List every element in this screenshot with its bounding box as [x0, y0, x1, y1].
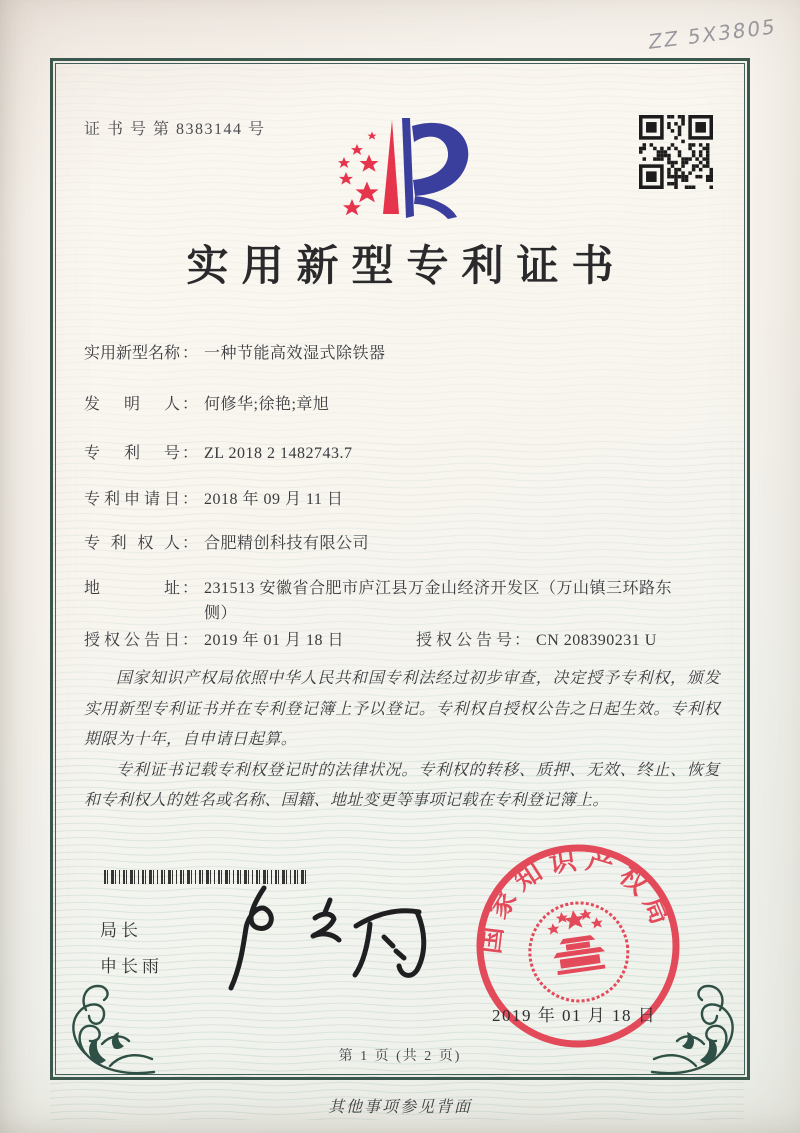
field-row-name: 实用新型名称 ： 一种节能高效湿式除铁器 [84, 341, 730, 366]
director-title: 局长 [100, 921, 142, 940]
field-value: 何修华;徐艳;章旭 [204, 396, 330, 413]
field-row-inventors: 发明人 ： 何修华;徐艳;章旭 [84, 392, 730, 417]
field-value: 2018 年 09 月 11 日 [204, 491, 344, 508]
field-row-patentee: 专利权人 ： 合肥精创科技有限公司 [84, 531, 730, 556]
certificate-number: 证 书 号 第 8383144 号 [84, 121, 266, 138]
legal-paragraph: 专利证书记载专利权登记时的法律状况。专利权的转移、质押、无效、终止、恢复和专利权人的姓名或名称、国籍、地址变更等事项记载在专利登记簿上。 [84, 761, 720, 809]
field-pair-grant-number: 授权公告号 ： CN 208390231 U [416, 628, 657, 653]
field-label: 授权公告日 [84, 632, 180, 649]
corner-flourish-left [52, 982, 156, 1080]
field-label: 授权公告号 [416, 632, 512, 649]
certificate-title: 实用新型专利证书 [186, 244, 627, 290]
legal-paragraph: 国家知识产权局依照中华人民共和国专利法经过初步审查，决定授予专利权，颁发实用新型专利证书并在专利登记簿上予以登记。专利权自授权公告之日起生效。专利权期限为十年，自申请日起算。 [84, 670, 720, 748]
field-row-address: 地址 ： 231513 安徽省合肥市庐江县万金山经济开发区（万山镇三环路东侧） [84, 576, 730, 626]
national-emblem [523, 897, 634, 1008]
back-note: 其他事项参见背面 [327, 1099, 472, 1116]
field-row-patent-no: 专利号 ： ZL 2018 2 1482743.7 [84, 441, 730, 466]
field-value: 合肥精创科技有限公司 [204, 535, 370, 552]
handwritten-annotation: ZZ 5X3805 [647, 13, 778, 55]
field-label: 专利申请日 [84, 491, 180, 508]
logo-p-stem [402, 118, 414, 218]
page-info: 第 1 页 (共 2 页) [338, 1049, 462, 1064]
logo-triangle [383, 120, 399, 214]
qr-code [639, 115, 713, 189]
cnipa-logo [330, 112, 480, 227]
field-value: CN 208390231 U [536, 632, 657, 649]
logo-p-bowl [412, 123, 468, 196]
seal-text: 国家知识产权局 [474, 843, 679, 956]
director-name: 申长雨 [100, 957, 163, 976]
field-label: 专利号 [84, 445, 180, 462]
logo-p-tail [414, 196, 457, 219]
field-row-grant: 授权公告日 ： 2019 年 01 月 18 日 授权公告号 ： CN 208390231 U [84, 628, 730, 653]
field-value: ZL 2018 2 1482743.7 [204, 445, 353, 462]
field-label: 专利权人 [84, 535, 180, 552]
legal-text [84, 664, 720, 817]
field-value: 一种节能高效湿式除铁器 [204, 345, 386, 362]
field-label: 实用新型名称 [84, 345, 181, 362]
field-value: 2019 年 01 月 18 日 [204, 632, 345, 649]
field-label: 地址 [84, 580, 180, 597]
seal-date: 2019 年 01 月 18 日 [492, 1006, 657, 1025]
field-label: 发明人 [84, 396, 180, 413]
director-signature [212, 876, 452, 1001]
field-row-filing-date: 专利申请日 ： 2018 年 09 月 11 日 [84, 487, 730, 512]
field-value: 231513 安徽省合肥市庐江县万金山经济开发区（万山镇三环路东侧） [204, 580, 673, 622]
